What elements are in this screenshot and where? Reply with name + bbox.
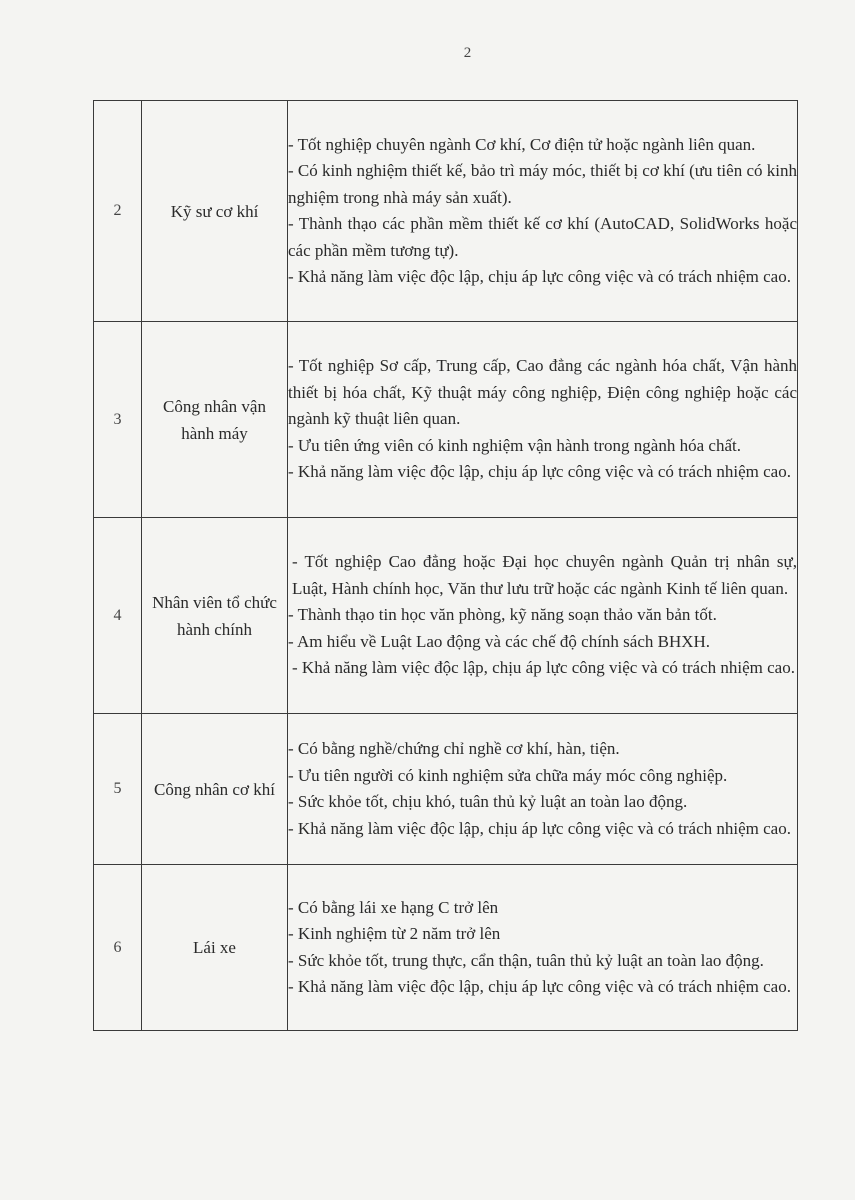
job-title: Công nhân vận hành máy (163, 396, 266, 443)
job-title-cell (142, 518, 288, 714)
requirement-item: - Am hiểu về Luật Lao động và các chế độ chính sách BHXH. (288, 631, 711, 651)
requirement-item: - Khả năng làm việc độc lập, chịu áp lực công việc và có trách nhiệm cao. (288, 267, 791, 286)
job-title: Nhân viên tổ chức hành chính (152, 592, 277, 639)
row-number: 2 (94, 101, 142, 322)
job-title-cell (142, 322, 288, 518)
requirement-item: - Có bằng nghề/chứng chỉ nghề cơ khí, hàn, tiện. (288, 739, 620, 758)
requirements-cell (288, 322, 798, 518)
job-title: Kỹ sư cơ khí (170, 201, 259, 221)
requirement-item: - Tốt nghiệp Cao đẳng hoặc Đại học chuyên ngành Quản trị nhân sự, Luật, Hành chính học, Văn thư lưu trữ hoặc các ngành Kinh tế liên quan. (292, 552, 797, 598)
job-requirements-table-body (94, 101, 798, 1031)
requirement-item: - Có kinh nghiệm thiết kế, bảo trì máy móc, thiết bị cơ khí (ưu tiên có kinh nghiệm trong nhà máy sản xuất). (288, 161, 797, 207)
requirement-item: - Khả năng làm việc độc lập, chịu áp lực công việc và có trách nhiệm cao. (292, 658, 795, 678)
requirement-item: - Khả năng làm việc độc lập, chịu áp lực công việc và có trách nhiệm cao. (288, 462, 791, 482)
job-requirements-table (93, 100, 798, 1031)
job-title: Lái xe (193, 938, 236, 957)
requirement-item: - Sức khỏe tốt, chịu khó, tuân thủ kỷ luật an toàn lao động. (288, 792, 688, 811)
requirement-item: - Kinh nghiệm từ 2 năm trở lên (288, 924, 501, 943)
requirement-item: - Tốt nghiệp Sơ cấp, Trung cấp, Cao đẳng các ngành hóa chất, Vận hành thiết bị hóa chất, Kỹ thuật máy công nghiệp, Điện công nghiệp hoặc các ngành kỹ thuật liên quan. (288, 356, 797, 429)
page-number: 2 (463, 45, 472, 61)
requirements-cell (288, 714, 798, 865)
row-number: 4 (94, 518, 142, 714)
job-title-cell (142, 101, 288, 322)
row-number: 3 (94, 322, 142, 518)
requirement-item: - Ưu tiên ứng viên có kinh nghiệm vận hành trong ngành hóa chất. (288, 435, 741, 455)
table-row (94, 518, 798, 714)
table-row (94, 322, 798, 518)
requirements-cell (288, 865, 798, 1031)
requirement-item: - Sức khỏe tốt, trung thực, cẩn thận, tuân thủ kỷ luật an toàn lao động. (288, 950, 764, 970)
job-title: Công nhân cơ khí (154, 779, 275, 799)
row-number: 6 (94, 865, 142, 1031)
table-row (94, 714, 798, 865)
requirement-item: - Có bằng lái xe hạng C trở lên (288, 897, 499, 917)
requirement-item: - Thành thạo tin học văn phòng, kỹ năng soạn thảo văn bản tốt. (288, 605, 717, 625)
requirement-item: - Khả năng làm việc độc lập, chịu áp lực công việc và có trách nhiệm cao. (288, 818, 791, 838)
requirement-item: - Tốt nghiệp chuyên ngành Cơ khí, Cơ điện tử hoặc ngành liên quan. (288, 134, 756, 154)
table-row (94, 865, 798, 1031)
requirement-item: - Thành thạo các phần mềm thiết kế cơ khí (AutoCAD, SolidWorks hoặc các phần mềm tương tự). (288, 214, 797, 260)
job-title-cell (142, 714, 288, 865)
requirement-item: - Ưu tiên người có kinh nghiệm sửa chữa máy móc công nghiệp. (288, 765, 728, 785)
requirements-cell (288, 518, 798, 714)
job-title-cell (142, 865, 288, 1031)
requirement-item: - Khả năng làm việc độc lập, chịu áp lực công việc và có trách nhiệm cao. (288, 977, 791, 996)
row-number: 5 (94, 714, 142, 865)
requirements-cell (288, 101, 798, 322)
table-row (94, 101, 798, 322)
